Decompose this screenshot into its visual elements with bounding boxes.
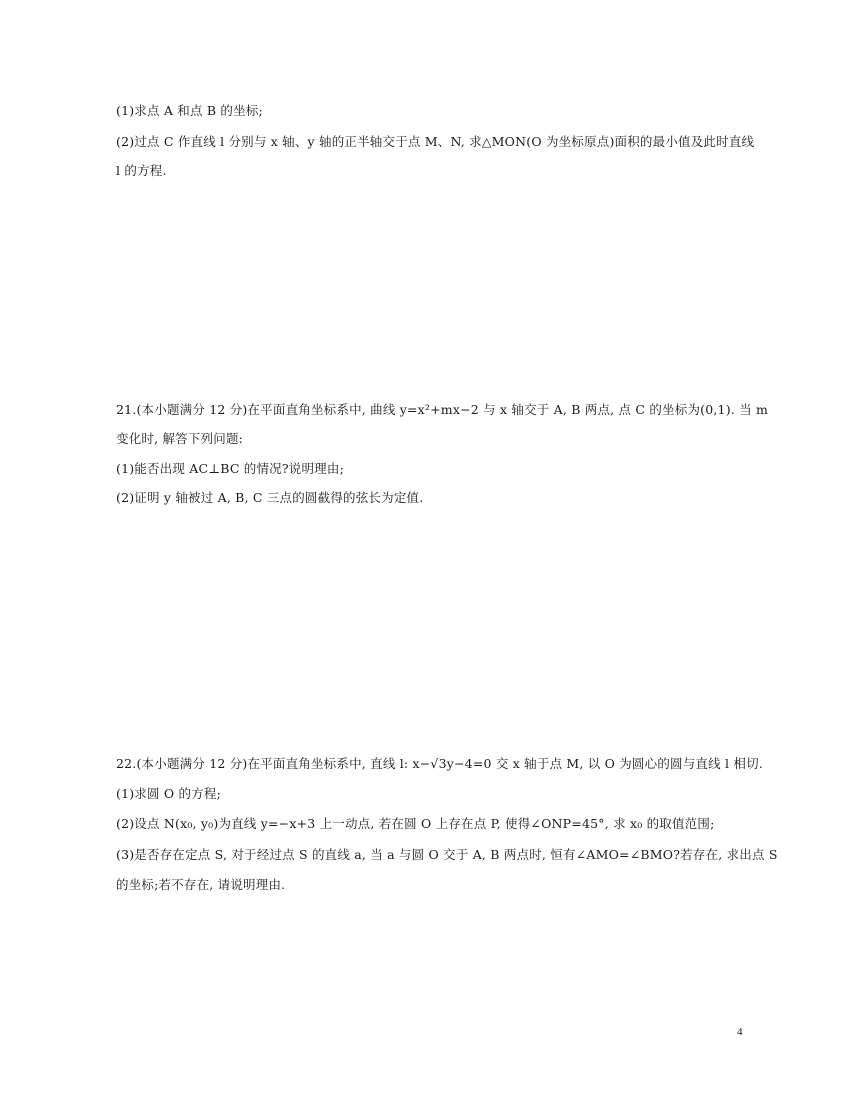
q20-part-2: (2)过点 C 作直线 l 分别与 x 轴、y 轴的正半轴交于点 M、N, 求△MON(O 为坐标原点)面积的最小值及此时直线 (116, 134, 755, 149)
q22-part-2: (2)设点 N(x₀, y₀)为直线 y=−x+3 上一动点, 若在圆 O 上存在点 P, 使得∠ONP=45°, 求 x₀ 的取值范围; (116, 816, 715, 831)
q22-stem: 22.(本小题满分 12 分)在平面直角坐标系中, 直线 l: x−√3y−4=0 交 x 轴于点 M, 以 O 为圆心的圆与直线 l 相切. (116, 756, 763, 771)
q22-part-3: (3)是否存在定点 S, 对于经过点 S 的直线 a, 当 a 与圆 O 交于 A, B 两点时, 恒有∠AMO=∠BMO?若存在, 求出点 S (116, 847, 778, 862)
q22-part-1: (1)求圆 O 的方程; (116, 786, 222, 801)
q21-part-1: (1)能否出现 AC⊥BC 的情况?说明理由; (116, 461, 344, 476)
q21-stem-continued: 变化时, 解答下列问题: (116, 431, 244, 446)
q20-part-1: (1)求点 A 和点 B 的坐标; (116, 103, 263, 118)
q21-stem: 21.(本小题满分 12 分)在平面直角坐标系中, 曲线 y=x²+mx−2 与 x 轴交于 A, B 两点, 点 C 的坐标为(0,1). 当 m (116, 402, 769, 417)
q20-part-2-continued: l 的方程. (116, 163, 167, 178)
page-number: 4 (737, 1026, 743, 1038)
q22-part-3-continued: 的坐标;若不存在, 请说明理由. (116, 877, 286, 892)
q21-part-2: (2)证明 y 轴被过 A, B, C 三点的圆截得的弦长为定值. (116, 490, 424, 505)
